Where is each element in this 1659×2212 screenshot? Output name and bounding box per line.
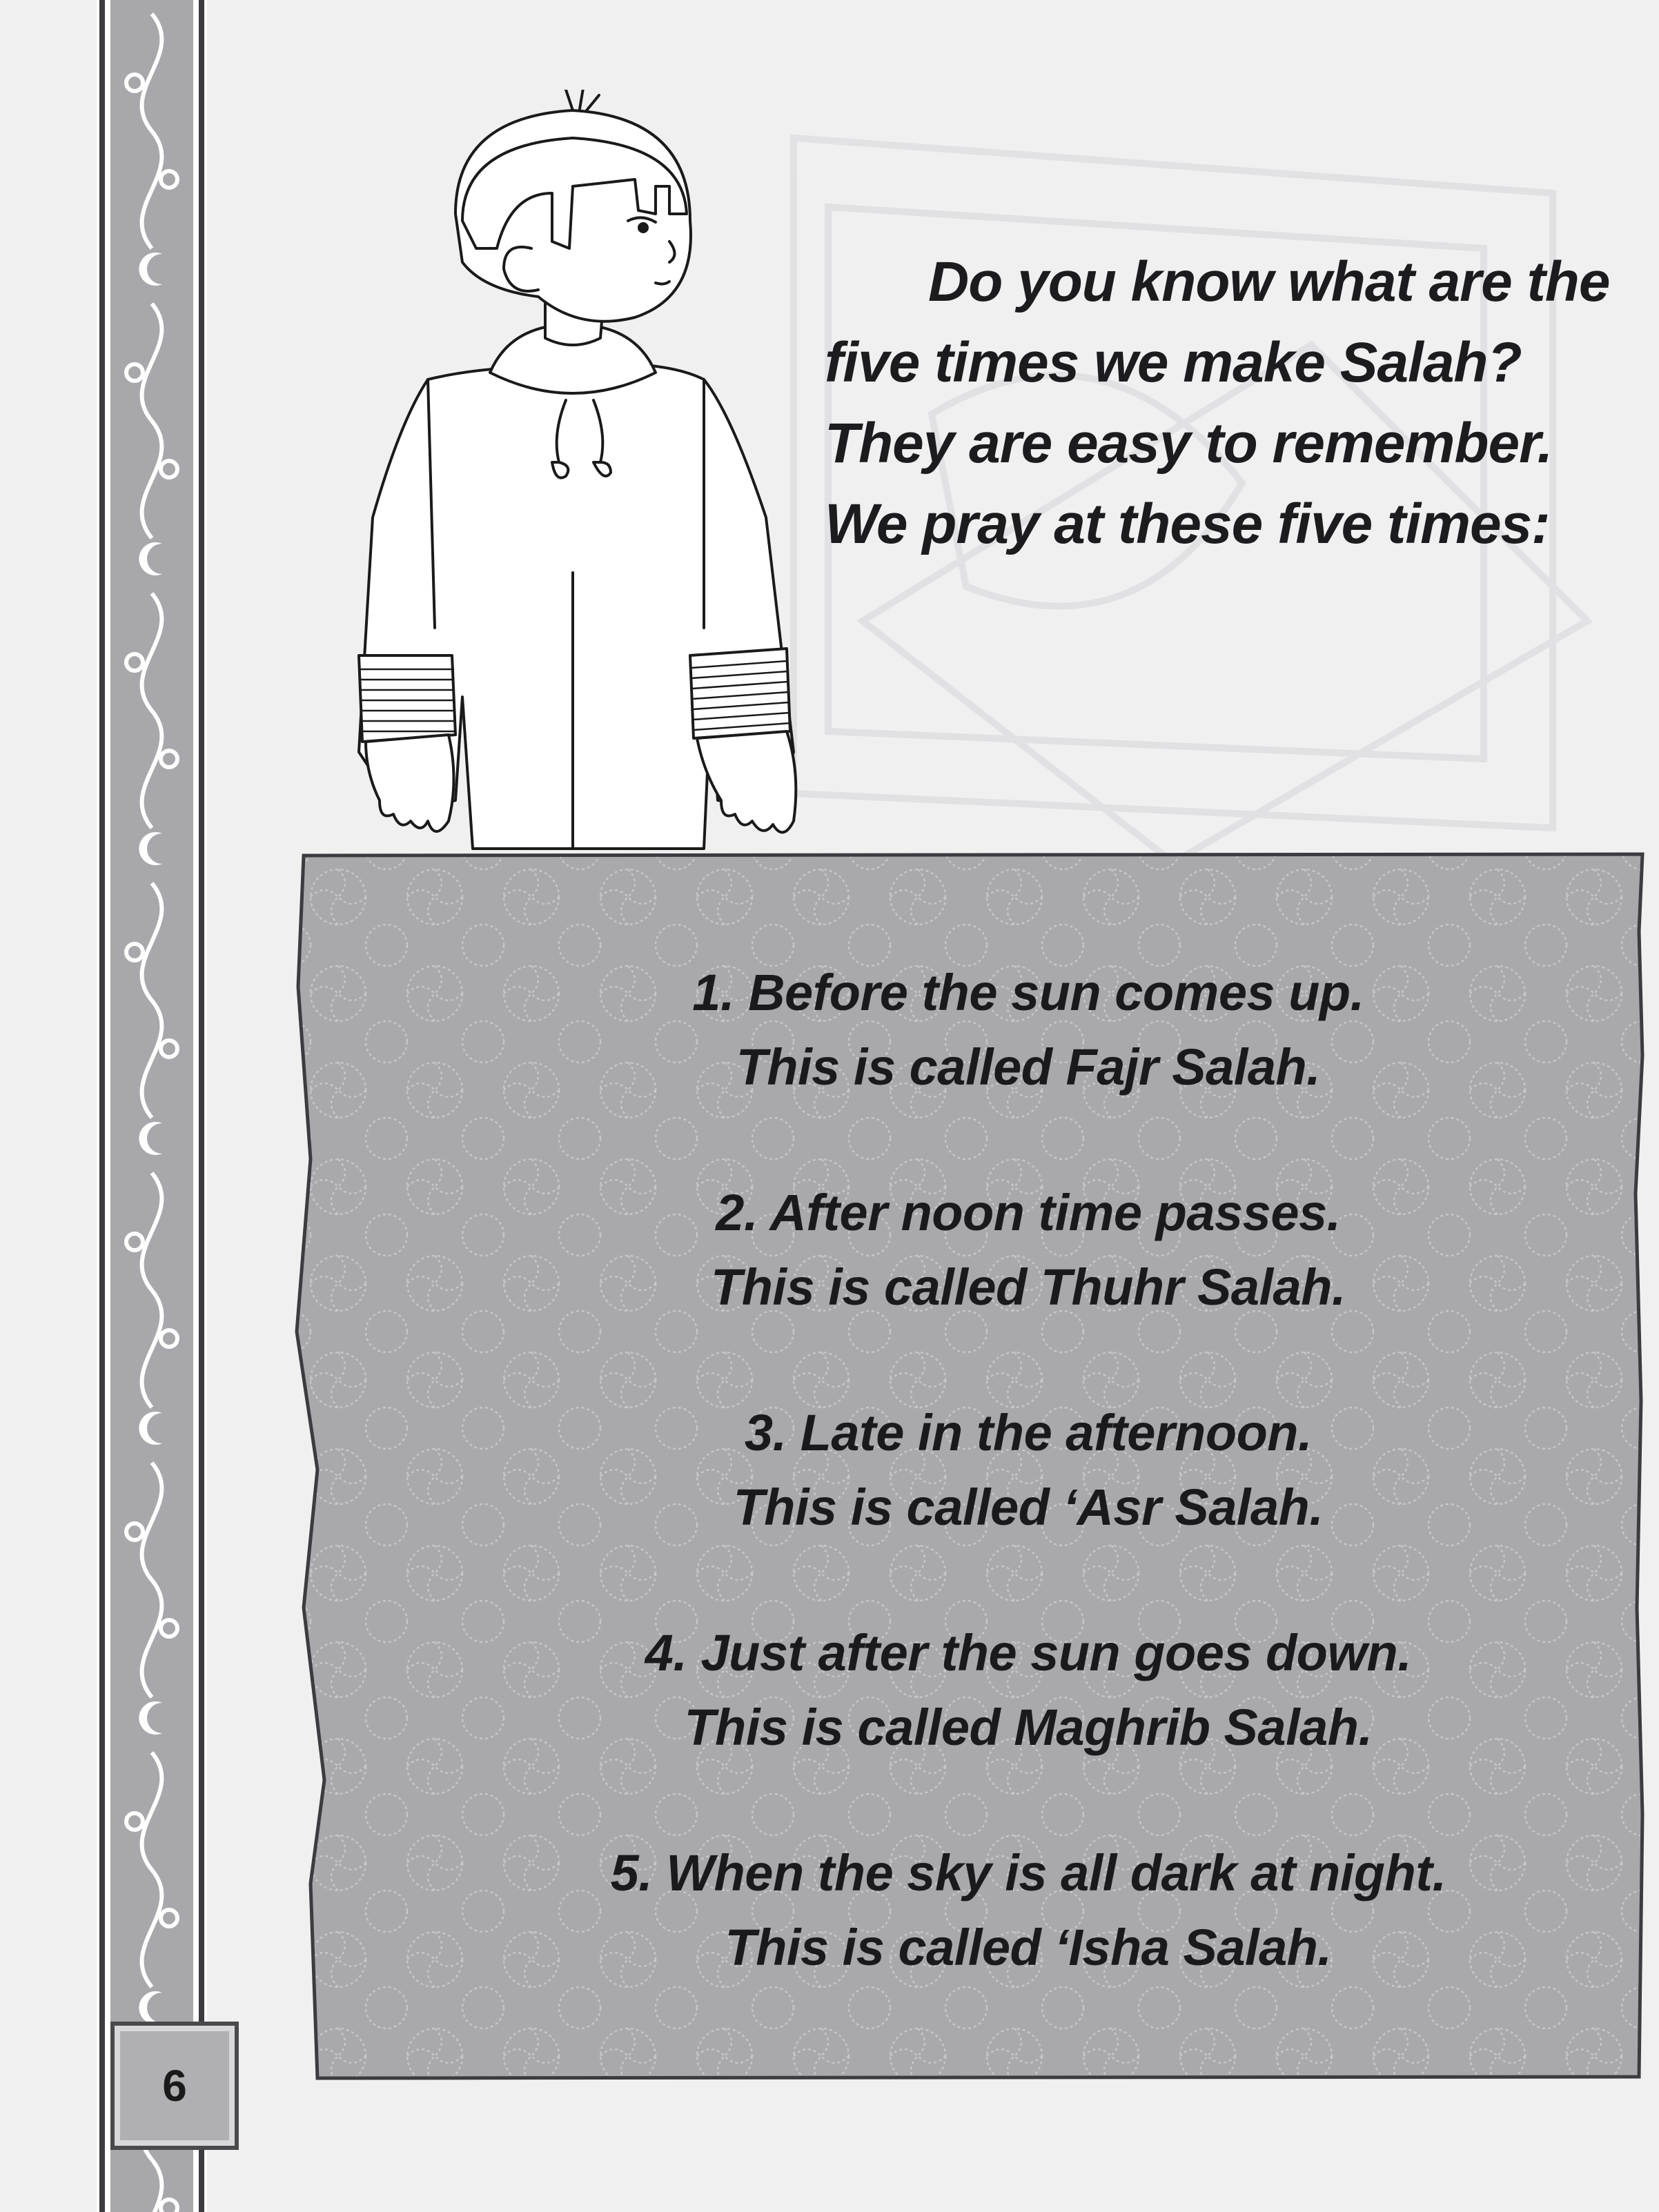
decorative-border (97, 0, 207, 2212)
prayer-time-description: 2. After noon time passes. (716, 1184, 1341, 1241)
prayer-item-thuhr (386, 1176, 1659, 1325)
prayer-item-isha (386, 1836, 1659, 1985)
page-number: 6 (162, 2061, 187, 2111)
prayer-time-description: 1. Before the sun comes up. (692, 964, 1364, 1021)
prayer-name: This is called ‘Isha Salah. (725, 1919, 1332, 1976)
prayer-time-description: 5. When the sky is all dark at night. (610, 1844, 1446, 1902)
prayer-item-fajr (386, 956, 1659, 1105)
prayer-name: This is called Thuhr Salah. (711, 1258, 1346, 1316)
prayer-item-asr (386, 1396, 1659, 1545)
boy-illustration (345, 90, 828, 938)
intro-paragraph: Do you know what are the five times we make Salah? They are easy to remember. We pray at these five times: (825, 250, 1610, 555)
prayer-time-description: 3. Late in the afternoon. (744, 1404, 1313, 1461)
prayer-time-description: 4. Just after the sun goes down. (645, 1624, 1412, 1681)
page-number-box (110, 2022, 239, 2150)
prayer-name: This is called ‘Asr Salah. (733, 1479, 1324, 1536)
prayer-times-list (386, 956, 1659, 2056)
prayer-item-maghrib (386, 1616, 1659, 1765)
prayer-name: This is called Fajr Salah. (736, 1038, 1321, 1096)
prayer-name: This is called Maghrib Salah. (684, 1699, 1373, 1756)
